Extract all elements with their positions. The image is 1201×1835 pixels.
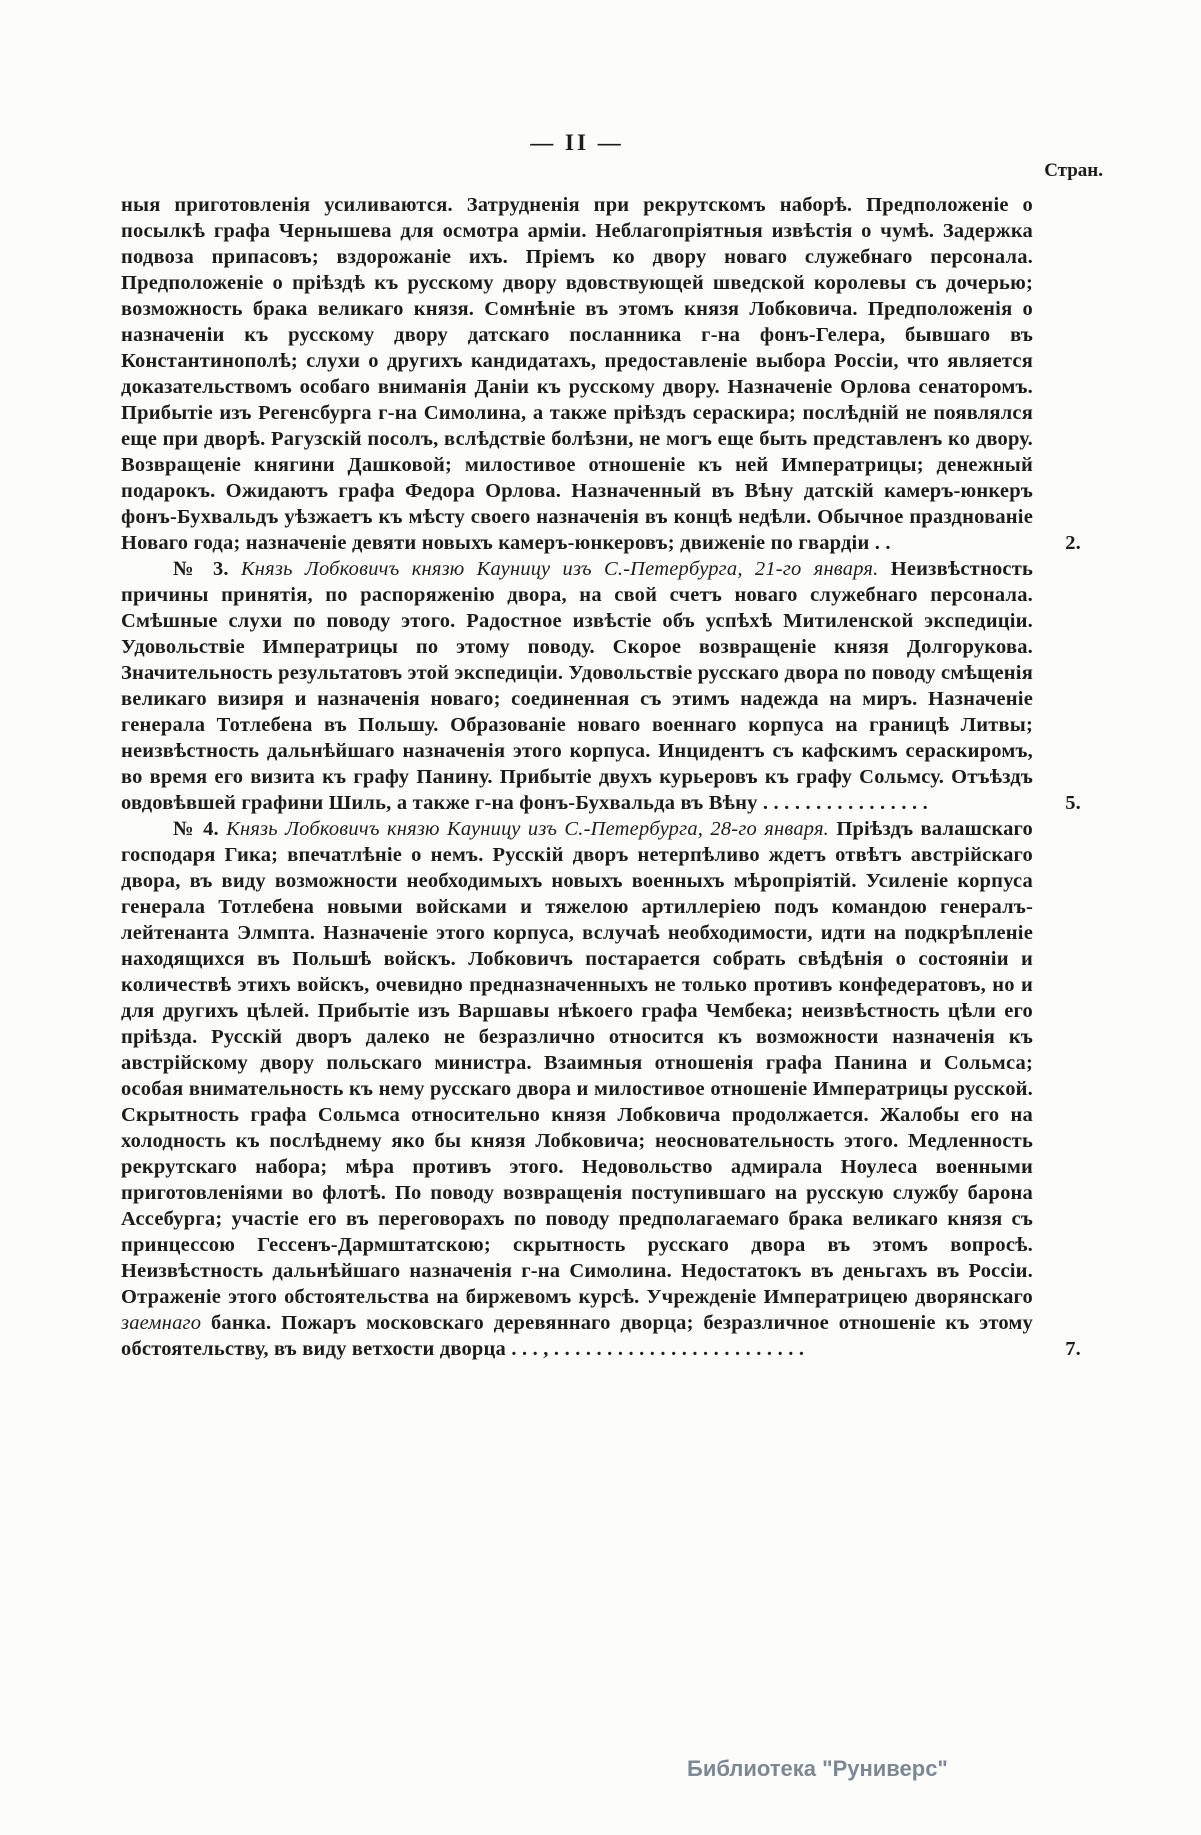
entry-page-ref: 5. bbox=[1065, 792, 1081, 814]
entry-number: № 3. bbox=[173, 558, 229, 580]
entry-title: Князь Лобковичъ князю Кауницу изъ С.-Петербурга, 28-го января. bbox=[226, 818, 830, 840]
entry-number: № 4. bbox=[173, 818, 219, 840]
entry-page-ref: 7. bbox=[1065, 1338, 1081, 1360]
toc-entry-3 bbox=[121, 556, 1081, 816]
toc-entry-4 bbox=[121, 816, 1081, 1362]
entry-text: банка. Пожаръ московскаго деревяннаго дворца; безразличное отношеніе къ этому обстоятельству, въ виду ветхости дворца . . . , . . . . . . . . . . . . . . . . . . . . . . . . bbox=[121, 1312, 1034, 1360]
page-column-header: Стран. bbox=[1044, 160, 1103, 181]
page-folio-number: — II — bbox=[530, 130, 624, 155]
table-of-contents bbox=[121, 192, 1081, 1362]
entry-text: Неизвѣстность причины принятія, по распоряженію двора, на свой счетъ новаго служебнаго персонала. Смѣшные слухи по поводу этого. Радостное извѣстіе объ успѣхѣ Митиленской экспедиціи. Удовольствіе Императрицы по этому поводу. Скорое возвращеніе князя Долгорукова. Значительность результатовъ этой экспедиціи. Удовольствіе русскаго двора по поводу смѣщенія великаго визиря и назначенія новаго; соединенная съ этимъ надежда на миръ. Назначеніе генерала Тотлебена въ Польшу. Образованіе новаго военнаго корпуса на границѣ Литвы; неизвѣстность дальнѣйшаго назначенія этого корпуса. Инцидентъ съ кафскимъ сераскиромъ, во время его визита къ графу Панину. Прибытіе двухъ курьеровъ къ графу Сольмсу. Отъѣздъ овдовѣвшей графини Шиль, а также г-на фонъ-Бухвальда въ Вѣну . . . . . . . . . . . . . . . . bbox=[121, 558, 1034, 814]
library-watermark: Библиотека "Руниверс" bbox=[687, 1756, 948, 1781]
entry-italic-phrase: заемнаго bbox=[121, 1312, 202, 1334]
entry-text: ныя приготовленія усиливаются. Затрудненія при рекрутскомъ наборѣ. Предположеніе о посылкѣ графа Чернышева для осмотра арміи. Неблагопріятныя извѣстія о чумѣ. Задержка подвоза припасовъ; вздорожаніе ихъ. Пріемъ ко двору новаго служебнаго персонала. Предположеніе о пріѣздѣ къ русскому двору вдовствующей шведской королевы съ дочерью; возможность брака великаго князя. Сомнѣніе въ этомъ князя Лобковича. Предположенія о назначеніи къ русскому двору датскаго посланника г-на фонъ-Гелера, бывшаго въ Константинополѣ; слухи о другихъ кандидатахъ, предоставленіе выбора Россіи, что является доказательствомъ особаго вниманія Даніи къ русскому двору. Назначеніе Орлова сенаторомъ. Прибытіе изъ Регенсбурга г-на Симолина, а также пріѣздъ сераскира; послѣдній не появлялся еще при дворѣ. Рагузскій посолъ, вслѣдствіе болѣзни, не могъ еще быть представленъ ко двору. Возвращеніе княгини Дашковой; милостивое отношеніе къ ней Императрицы; денежный подарокъ. Ожидаютъ графа Федора Орлова. Назначенный въ Вѣну датскій камеръ-юнкеръ фонъ-Бухвальдъ уѣзжаетъ къ мѣсту своего назначенія въ концѣ недѣли. Обычное празднованіе Новаго года; назначеніе девяти новыхъ камеръ-юнкеровъ; движеніе по гвардіи . . bbox=[121, 194, 1033, 554]
entry-page-ref: 2. bbox=[1065, 532, 1081, 554]
toc-entry-continuation bbox=[121, 192, 1081, 556]
entry-text: Пріѣздъ валашскаго господаря Гика; впечатлѣніе о немъ. Русскій дворъ нетерпѣливо ждетъ отвѣтъ австрійскаго двора, въ виду возможности необходимыхъ новыхъ военныхъ мѣропріятій. Усиленіе корпуса генерала Тотлебена новыми войсками и тяжелою артиллеріею подъ командою генералъ-лейтенанта Элмпта. Назначеніе этого корпуса, вслучаѣ необходимости, идти на подкрѣпленіе находящихся въ Польшѣ войскъ. Лобковичъ постарается собрать свѣдѣнія о состояніи и количествѣ этихъ войскъ, очевидно предназначенныхъ не только противъ конфедератовъ, но и для другихъ цѣлей. Прибытіе изъ Варшавы нѣкоего графа Чембека; неизвѣстность цѣли его пріѣзда. Русскій дворъ далеко не безразлично относится къ возможности назначенія къ австрійскому двору польскаго министра. Взаимныя отношенія графа Панина и Сольмса; особая внимательность къ нему русскаго двора и милостивое отношеніе Императрицы русской. Скрытность графа Сольмса относительно князя Лобковича продолжается. Жалобы его на холодность къ послѣднему яко бы князя Лобковича; неосновательность этого. Медленность рекрутскаго набора; мѣра противъ этого. Недовольство адмирала Ноулеса военными приготовленіями во флотѣ. По поводу возвращенія поступившаго на русскую службу барона Ассебурга; участіе его въ переговорахъ по поводу предполагаемаго брака великаго князя съ принцессою Гессенъ-Дармштатскою; скрытность русскаго двора въ этомъ вопросѣ. Неизвѣстность дальнѣйшаго назначенія г-на Симолина. Недостатокъ въ деньгахъ въ Россіи. Отраженіе этого обстоятельства на биржевомъ курсѣ. Учрежденіе Императрицею дворянскаго bbox=[121, 818, 1033, 1308]
entry-title: Князь Лобковичъ князю Кауницу изъ С.-Петербурга, 21-го января. bbox=[240, 558, 879, 580]
